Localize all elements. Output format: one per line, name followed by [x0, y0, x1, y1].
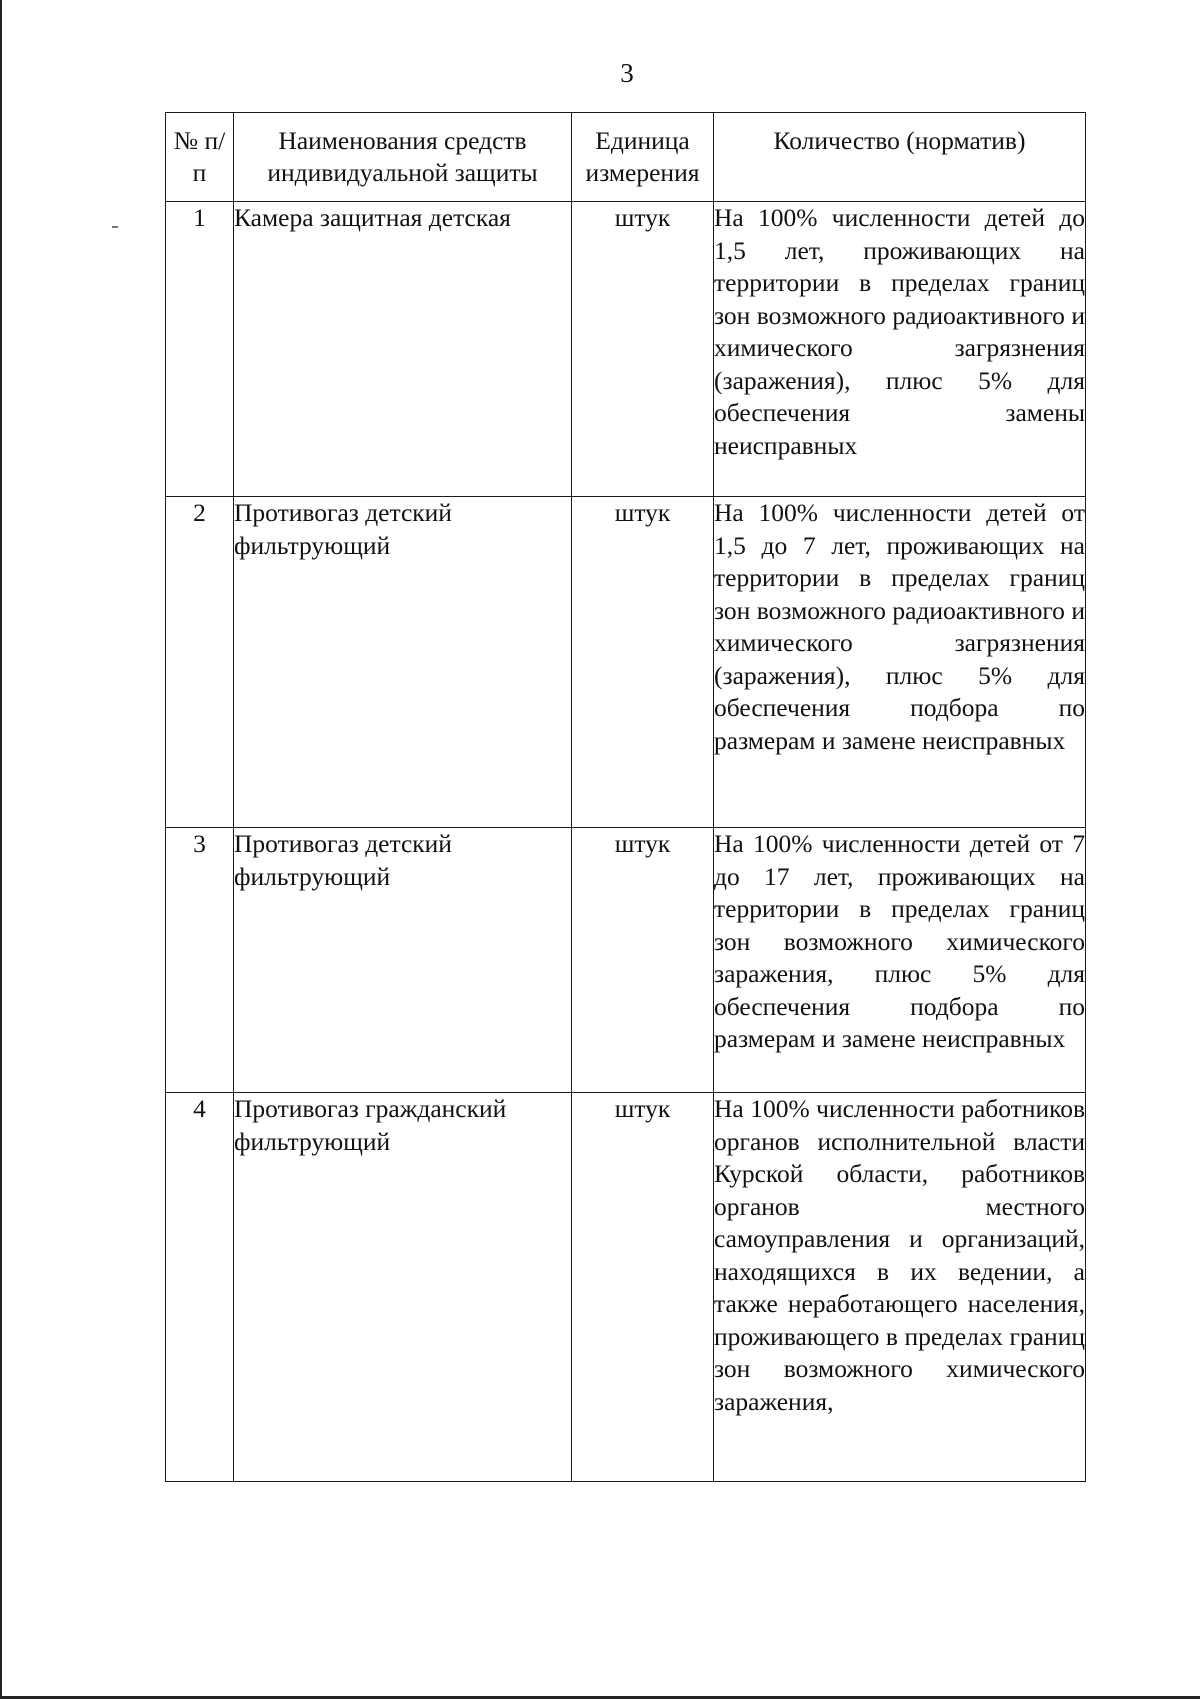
item-unit: штук — [572, 497, 714, 828]
header-qty-label: Количество (норматив) — [773, 126, 1026, 155]
table-header-row — [166, 113, 1086, 202]
item-name: Противогаз детский фильтрующий — [234, 497, 572, 828]
row-number: 4 — [166, 1093, 234, 1482]
item-name: Противогаз гражданский фильтрующий — [234, 1093, 572, 1482]
header-unit-label: Единица измерения — [585, 125, 700, 187]
table-row — [166, 497, 1086, 828]
header-cell-qty — [714, 113, 1086, 202]
item-quantity-norm: На 100% численности работников органов исполнительной власти Курской области, работников органов местного самоуправления и организаций, находящихся в их ведении, а также неработающего населения, проживающего в пределах границ зон возможного химического заражения, — [714, 1093, 1086, 1482]
item-quantity-norm: На 100% численности детей от 1,5 до 7 лет, проживающих на территории в пределах границ зон возможного радиоактивного и химического загрязнения (заражения), плюс 5% для обеспечения подбора по размерам и замене неисправных — [714, 497, 1086, 828]
item-unit: штук — [572, 1093, 714, 1482]
row-number: 2 — [166, 497, 234, 828]
item-quantity-norm: На 100% численности детей от 7 до 17 лет, проживающих на территории в пределах границ зон возможного химического заражения, плюс 5% для обеспечения подбора по размерам и замене неисправных — [714, 828, 1086, 1093]
page-number: 3 — [620, 58, 634, 88]
header-name-label: Наименования средств индивидуальной защиты — [267, 125, 538, 187]
row-number: 1 — [166, 202, 234, 497]
item-unit: штук — [572, 202, 714, 497]
table-row — [166, 1093, 1086, 1482]
item-unit: штук — [572, 828, 714, 1093]
header-cell-name — [234, 113, 572, 202]
item-name: Противогаз детский фильтрующий — [234, 828, 572, 1093]
table-row — [166, 828, 1086, 1093]
header-cell-unit — [572, 113, 714, 202]
header-num-label: № п/п — [173, 125, 226, 187]
row-number: 3 — [166, 828, 234, 1093]
ppe-norms-table — [165, 112, 1086, 1482]
table-row — [166, 202, 1086, 497]
scan-speck — [112, 226, 118, 228]
page-edge-left — [0, 0, 2, 1699]
item-quantity-norm: На 100% численности детей до 1,5 лет, проживающих на территории в пределах границ зон возможного радиоактивного и химического загрязнения (заражения), плюс 5% для обеспечения замены неисправных — [714, 202, 1086, 497]
header-cell-num — [166, 113, 234, 202]
item-name: Камера защитная детская — [234, 202, 572, 497]
